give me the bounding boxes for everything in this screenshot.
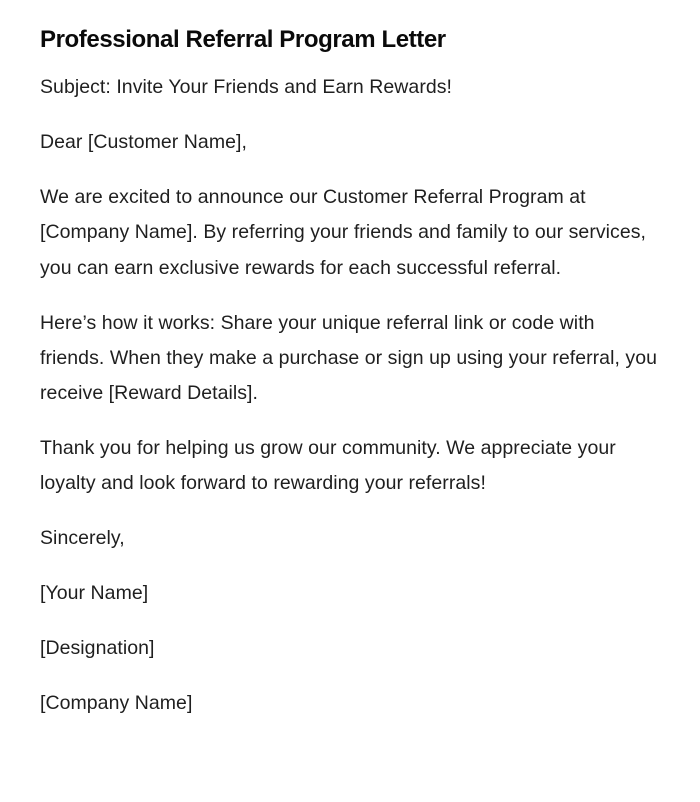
- body-paragraph-intro: We are excited to announce our Customer Referral Program at [Company Name]. By referring your friends and family to our services, you can earn exclusive rewards for each successful referral.: [40, 185, 647, 279]
- subject-line: Subject: Invite Your Friends and Earn Rewards!: [40, 76, 453, 98]
- greeting: Dear [Customer Name],: [40, 130, 247, 153]
- body-paragraph-how-it-works: Here’s how it works: Share your unique referral link or code with friends. When they make a purchase or sign up using your referral, you receive [Reward Details].: [40, 311, 657, 405]
- signature-company: [Company Name]: [40, 692, 193, 715]
- signature-designation: [Designation]: [40, 637, 155, 660]
- page-title: Professional Referral Program Letter: [40, 26, 446, 53]
- body-paragraph-thanks: Thank you for helping us grow our community. We appreciate your loyalty and look forward to rewarding your referrals!: [40, 437, 616, 495]
- closing: Sincerely,: [40, 527, 125, 550]
- signature-name: [Your Name]: [40, 582, 149, 605]
